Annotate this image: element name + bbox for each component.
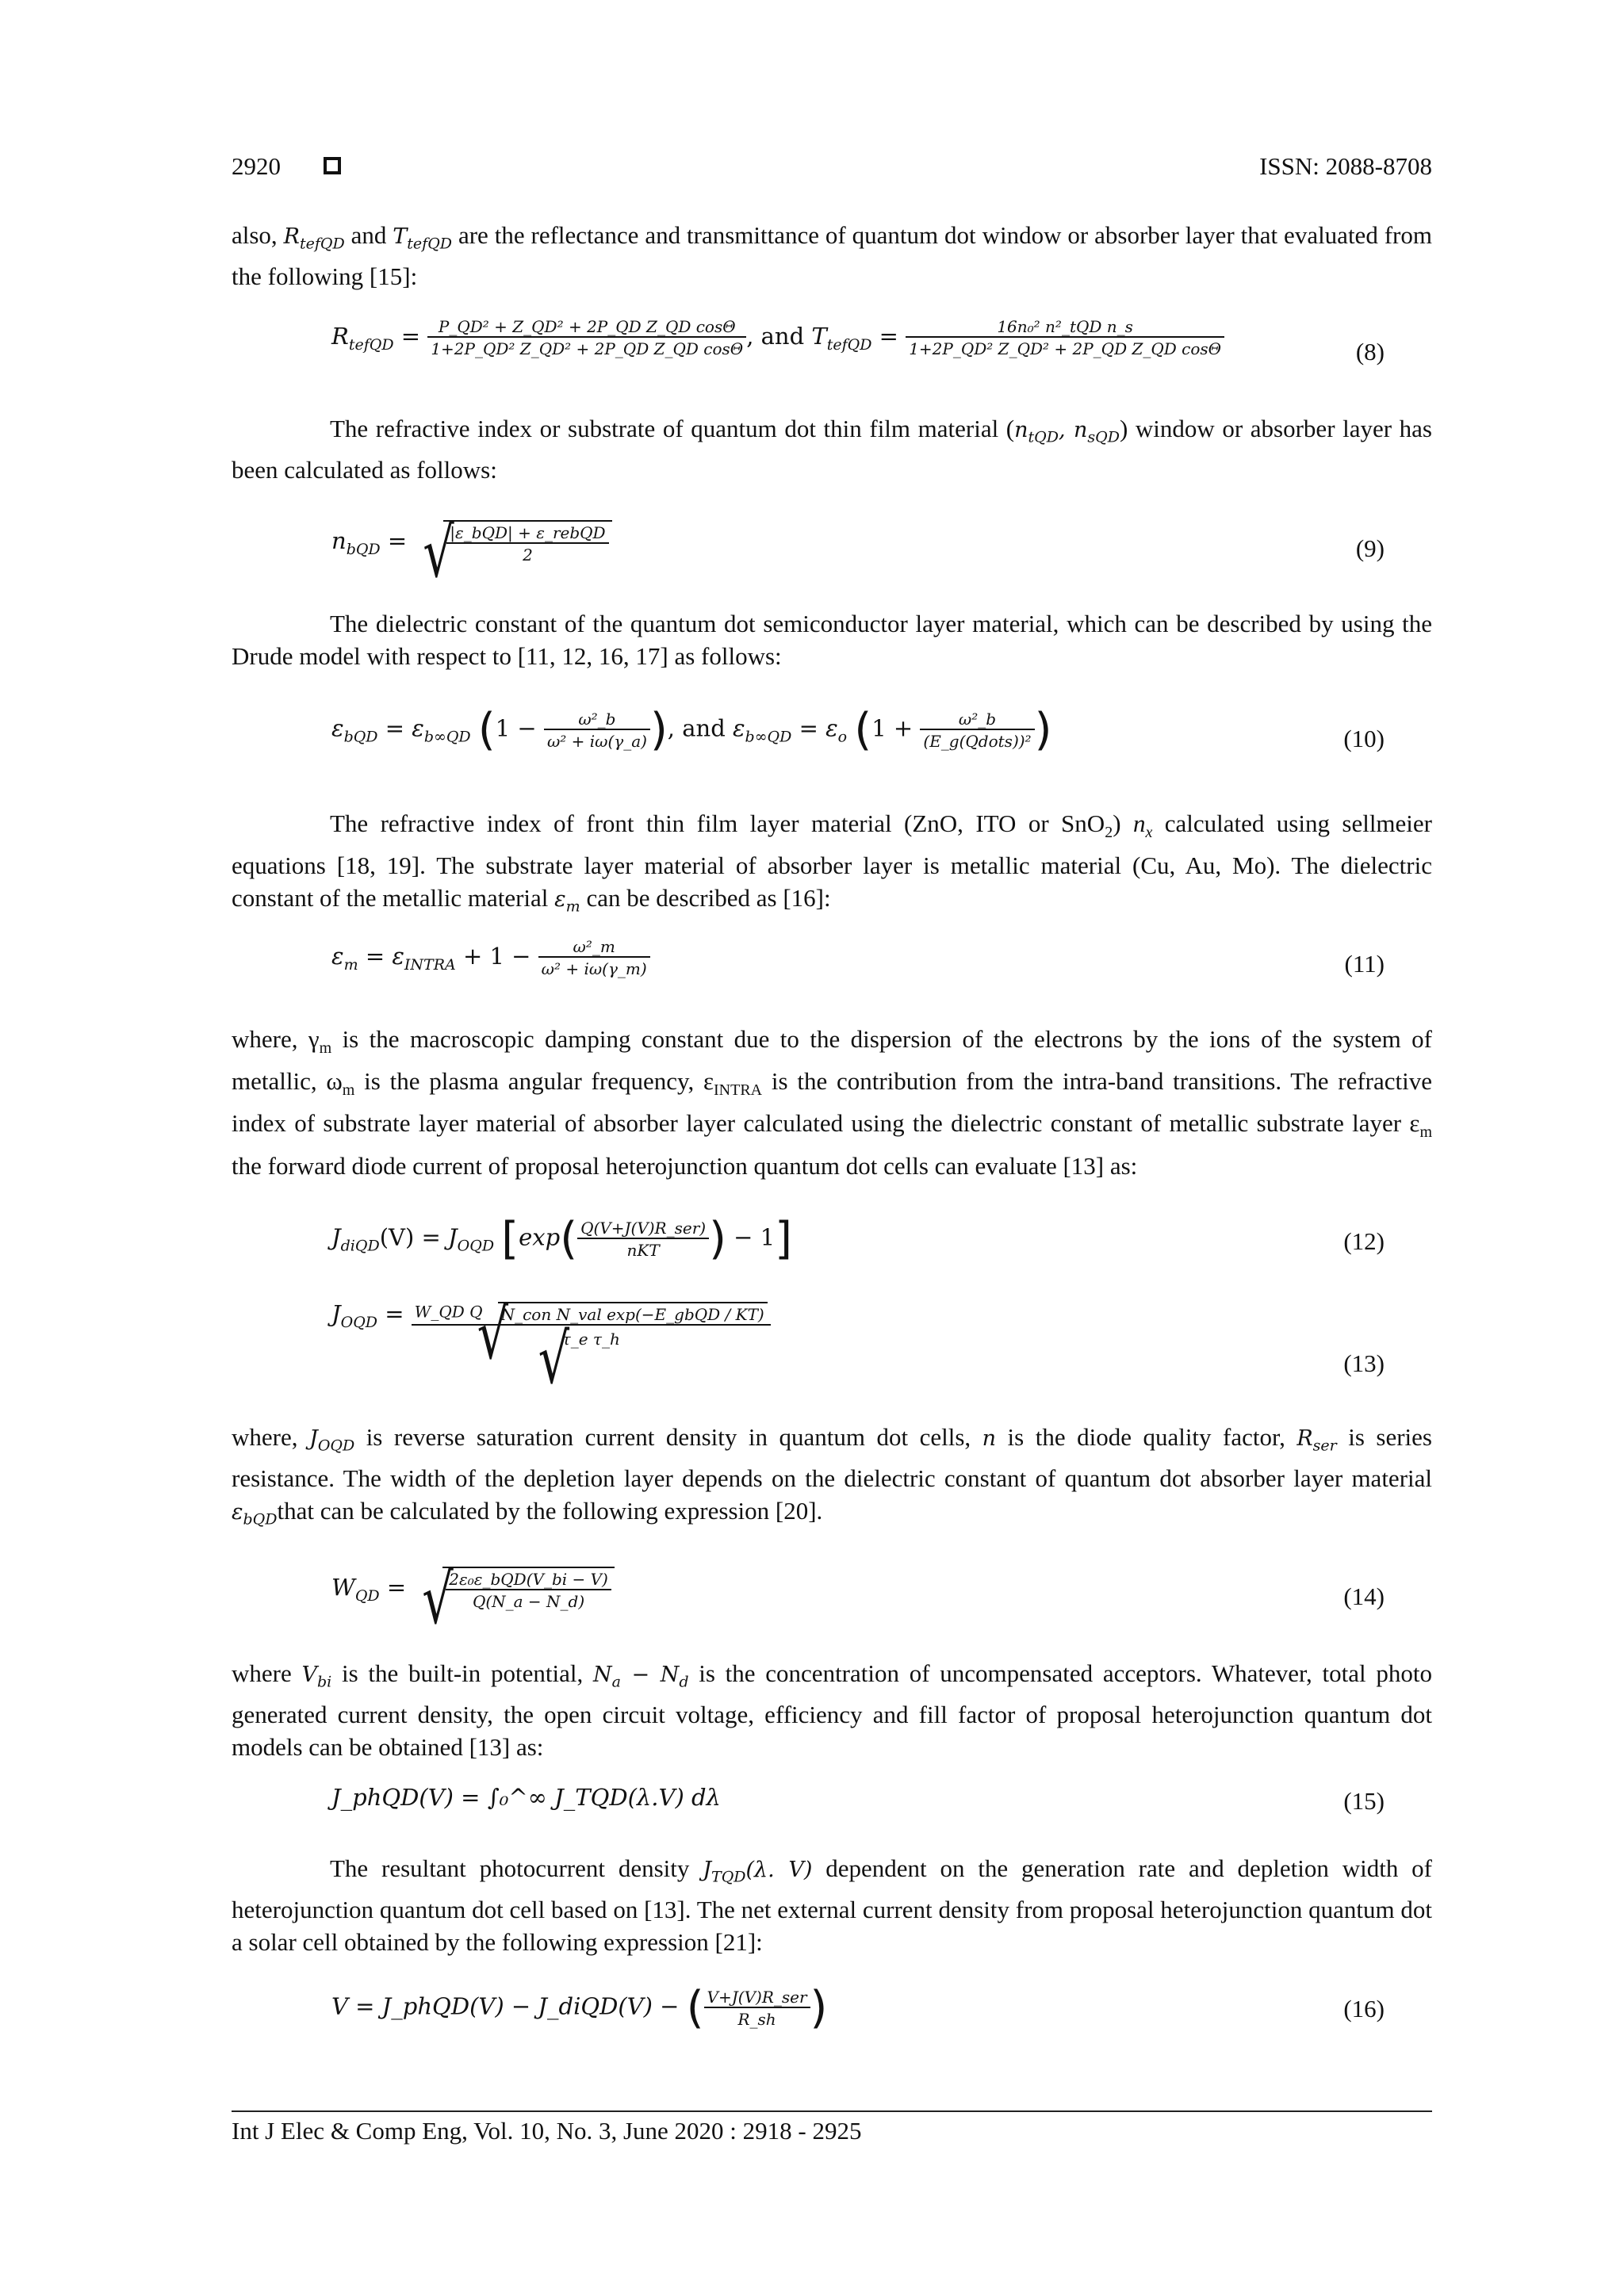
page-number: 2920 bbox=[232, 152, 281, 180]
equation-number-11: (11) bbox=[1344, 950, 1385, 978]
paragraph-4: The refractive index of front thin film layer material (ZnO, ITO or SnO$_2$) $n_x$ calculated using sellmeier equations [18, 19]. The substrate layer material of absorber layer is metallic material (Cu, Au, Mo). The dielectric constant of the metallic material $\varepsilon_m$ can be described as [16]: bbox=[232, 809, 1432, 916]
equation-number-13: (13) bbox=[1343, 1349, 1385, 1377]
header-box-icon bbox=[324, 157, 341, 174]
equation-15: J_phQD(V) = ∫₀^∞ J_TQD(λ.V) dλ bbox=[331, 1784, 721, 1811]
equation-number-15: (15) bbox=[1343, 1787, 1385, 1815]
footer-rule bbox=[232, 2110, 1432, 2112]
equation-13: $J_{OQD}$ = W_QD Q √ N_con N_val exp(−E_gbQD / KT) √ τ_e τ_h bbox=[331, 1300, 771, 1349]
equation-10: $\varepsilon_{bQD} = \varepsilon_{b\infty QD}$ (1 − $\frac{\text{ω²\_b}}{\text{ω² + iω(γ\_a)}}$ ), and $\varepsilon_{b\infty QD} = \varepsilon_o$ (1 + $\frac{\text{ω²\_b}}{\text{(E\_g(Qdots))²}}$ ) bbox=[331, 704, 1052, 756]
paragraph-8: The resultant photocurrent density $J_{TQD}(\lambda$. V) dependent on the generation rate and depletion width of heterojunction quantum dot cell based on [13]. The net external current density from proposal heterojunction quantum dot a solar cell obtained by the following expression [21]: bbox=[232, 1854, 1432, 1957]
equation-number-16: (16) bbox=[1343, 1995, 1385, 2022]
equation-number-8: (8) bbox=[1355, 338, 1385, 365]
issn: ISSN: 2088-8708 bbox=[1259, 152, 1432, 180]
equation-number-12: (12) bbox=[1343, 1227, 1385, 1255]
paragraph-7: where $V_{bi}$ is the built-in potential, $N_a - N_d$ is the concentration of uncompensated acceptors. Whatever, total photo generated current density, the open circuit voltage, efficiency and fill factor of proposal heterojunction quantum dot models can be obtained [13] as: bbox=[232, 1659, 1432, 1762]
paragraph-3: The dielectric constant of the quantum dot semiconductor layer material, which can be described by using the Drude model with respect to [11, 12, 16, 17] as follows: bbox=[232, 610, 1432, 670]
equation-number-9: (9) bbox=[1355, 534, 1385, 562]
paragraph-1: also, $R_{tefQD}$ and $T_{tefQD}$ are the reflectance and transmittance of quantum dot window or absorber layer that evaluated from the following [15]: bbox=[232, 221, 1432, 291]
equation-number-14: (14) bbox=[1343, 1582, 1385, 1610]
paragraph-6: where, $J_{OQD}$ is reverse saturation current density in quantum dot cells, n is the diode quality factor, $R_{ser}$ is series resistance. The width of the depletion layer depends on the dielectric constant of quantum dot absorber layer material $\varepsilon_{bQD}that$ can be calculated by the following expression [20]. bbox=[232, 1423, 1432, 1529]
equation-number-10: (10) bbox=[1343, 725, 1385, 752]
equation-14: $W_{QD}$ = √ $\frac{\text{2ε₀ε\_bQD(V\_bi − V)}}{Q(N\_a - N\_d)}$ bbox=[331, 1567, 615, 1611]
paragraph-5: where, $\gamma_m$ is the macroscopic damping constant due to the dispersion of the electrons by the ions of the system of metallic, $\omega_m$ is the plasma angular frequency, $\varepsilon_{INTRA}$ is the contribution from the intra-band transitions. The refractive index of substrate layer material of absorber layer calculated using the dielectric constant of metallic substrate layer $\varepsilon_m$ the forward diode current of proposal heterojunction quantum dot cells can evaluate [13] as: bbox=[232, 1025, 1432, 1180]
equation-12: $J_{diQD}(V) = J_{OQD}$ [exp( $\frac{\text{Q(V+J(V)R\_ser)}}{\text{nKT}}$ ) − 1] bbox=[331, 1213, 792, 1265]
footer-citation: Int J Elec & Comp Eng, Vol. 10, No. 3, June 2020 : 2918 - 2925 bbox=[232, 2117, 862, 2145]
equation-9: $n_{bQD}$ = √ $\frac{\text{|ε\_bQD| + ε\_rebQD}}{2}$ bbox=[331, 520, 612, 564]
paragraph-2: The refractive index or substrate of quantum dot thin film material ($n_{tQD}$, $n_{sQD}$) window or absorber layer has been calculated as follows: bbox=[232, 415, 1432, 484]
equation-8: $R_{tefQD}$ = $\frac{\text{P\_QD² + Z\_QD² + 2P\_QD Z\_QD cosΘ}}{\text{1+2P\_QD² Z\_QD² + 2P\_QD Z\_QD cosΘ}}$ , and $T_{tefQD}$ = $\frac{\text{16n₀² n²\_tQD n\_s}}{\text{1+2P\_QD² Z\_QD² + 2P\_QD Z\_QD cosΘ}}$ bbox=[331, 317, 1224, 358]
equation-16: V = J_phQD(V) − J_diQD(V) − ( $\frac{\text{V+J(V)R\_ser}}{R\_sh}$ ) bbox=[331, 1982, 828, 2034]
equation-11: $\varepsilon_m = \varepsilon_{INTRA} + 1$ − $\frac{\text{ω²\_m}}{\text{ω² + iω(γ\_m)}}$ bbox=[331, 937, 650, 978]
